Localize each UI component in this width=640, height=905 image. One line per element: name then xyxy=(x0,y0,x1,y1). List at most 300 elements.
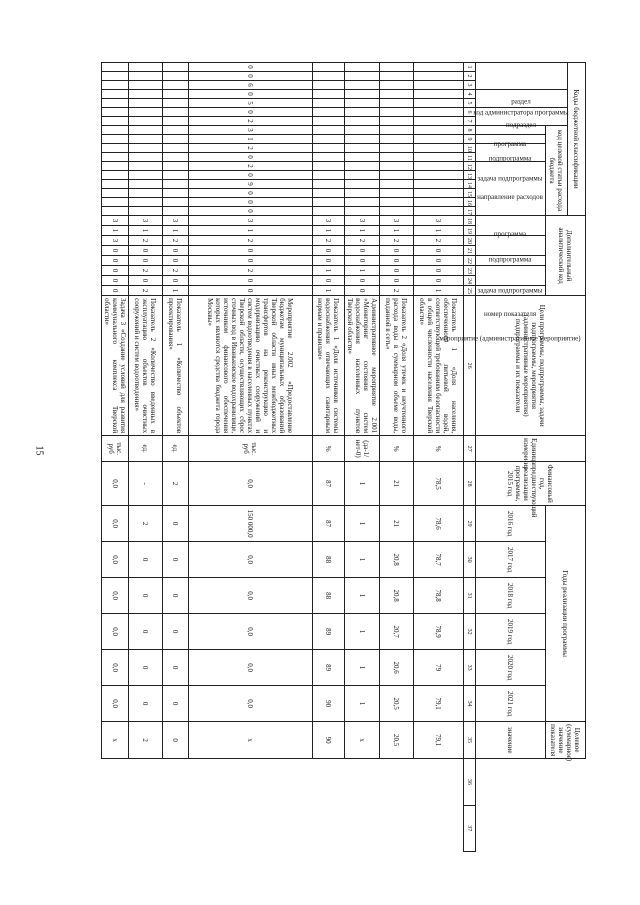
code-cell: 0 xyxy=(189,189,313,198)
code-cell xyxy=(313,153,345,162)
code-cell xyxy=(102,144,129,153)
code-cell: 0 xyxy=(102,276,129,286)
code-cell xyxy=(414,162,464,171)
code-cell: 3 xyxy=(189,126,313,135)
code-cell: 3 xyxy=(414,216,464,226)
column-number: 37 xyxy=(464,805,476,851)
column-number: 12 xyxy=(464,162,476,171)
indicator-text-cell: Показатель 2 «Количество введенных в эксплуатацию объектов очистных сооружений и систем водоотведения» xyxy=(129,296,163,436)
code-cell xyxy=(345,99,380,108)
code-cell xyxy=(380,189,414,198)
ac-indicator-header: номер показателя xyxy=(476,286,546,296)
code-cell xyxy=(163,72,189,81)
table-row xyxy=(313,63,345,852)
code-cell xyxy=(380,99,414,108)
column-number: 31 xyxy=(464,578,476,614)
year-value-cell: 1 xyxy=(345,650,380,686)
year-value-cell: 0 xyxy=(129,542,163,578)
year-value-cell: 0 xyxy=(129,650,163,686)
code-cell xyxy=(163,108,189,117)
code-cell xyxy=(414,108,464,117)
column-number: 7 xyxy=(464,117,476,126)
base-year-value-cell: 0,0 xyxy=(102,462,129,506)
code-cell xyxy=(163,117,189,126)
code-cell xyxy=(313,207,345,216)
year-value-cell: 20,8 xyxy=(380,578,414,614)
code-cell xyxy=(102,153,129,162)
column-number: 29 xyxy=(464,506,476,542)
code-cell xyxy=(102,90,129,99)
code-cell: 0 xyxy=(345,246,380,256)
code-cell xyxy=(102,162,129,171)
column-number: 36 xyxy=(464,759,476,805)
year-value-cell: 78,6 xyxy=(414,506,464,542)
column-number: 28 xyxy=(464,462,476,506)
year-value-cell: 0 xyxy=(129,686,163,722)
code-cell: 3 xyxy=(380,216,414,226)
target-header: Целевое (суммарное) значение показателя xyxy=(546,722,586,759)
code-cell xyxy=(380,153,414,162)
code-cell: 2 xyxy=(129,286,163,296)
year-2016-header: 2016 год xyxy=(476,506,546,542)
year-2017-header: 2017 год xyxy=(476,542,546,578)
year-value-cell: 0,0 xyxy=(102,542,129,578)
table-row xyxy=(129,63,163,852)
year-value-cell: 0,0 xyxy=(189,686,313,722)
code-cell xyxy=(414,99,464,108)
extra-code-group-header: Дополнительный аналитический код xyxy=(546,216,586,296)
code-cell: 0 xyxy=(189,108,313,117)
code-cell: 3 xyxy=(102,236,129,246)
code-cell xyxy=(129,108,163,117)
code-cell: 2 xyxy=(189,236,313,246)
unit-header: Единица измерения xyxy=(476,436,586,462)
code-cell xyxy=(163,135,189,144)
unit-cell: ед. xyxy=(163,436,189,462)
code-cell: 0 xyxy=(189,153,313,162)
csr-subprogram-header: подпрограмма xyxy=(476,135,546,144)
target-value-header: значение xyxy=(476,722,546,759)
code-cell xyxy=(313,108,345,117)
year-value-cell: 0,0 xyxy=(102,686,129,722)
code-cell xyxy=(163,99,189,108)
year-value-cell: 20,6 xyxy=(380,650,414,686)
code-cell xyxy=(380,135,414,144)
code-cell xyxy=(163,63,189,72)
code-cell xyxy=(380,72,414,81)
base-year-value-cell: 21 xyxy=(380,462,414,506)
code-cell: 2 xyxy=(345,236,380,246)
code-cell xyxy=(129,162,163,171)
code-cell: 0 xyxy=(189,276,313,286)
year-value-cell: 79 xyxy=(414,650,464,686)
code-cell xyxy=(129,171,163,180)
code-cell xyxy=(313,99,345,108)
code-cell: 0 xyxy=(129,276,163,286)
code-cell xyxy=(313,72,345,81)
code-cell: 2 xyxy=(380,286,414,296)
code-cell xyxy=(345,81,380,90)
code-cell xyxy=(414,198,464,207)
code-cell xyxy=(345,198,380,207)
code-cell xyxy=(414,171,464,180)
code-cell: 5 xyxy=(189,99,313,108)
code-cell: 0 xyxy=(189,246,313,256)
code-cell: 1 xyxy=(189,135,313,144)
year-value-cell: 78,9 xyxy=(414,614,464,650)
code-cell xyxy=(345,180,380,189)
code-cell: 0 xyxy=(189,256,313,266)
code-cell xyxy=(129,117,163,126)
codes-group-header: Коды бюджетной классификации xyxy=(568,63,586,216)
code-cell xyxy=(380,108,414,117)
code-cell xyxy=(163,171,189,180)
column-number: 27 xyxy=(464,436,476,462)
code-cell xyxy=(414,81,464,90)
code-cell xyxy=(129,126,163,135)
code-cell xyxy=(313,135,345,144)
target-value-cell: 20,5 xyxy=(380,722,414,759)
year-value-cell: 78,8 xyxy=(414,578,464,614)
code-cell xyxy=(102,63,129,72)
indicator-text-cell: Показатель 1 «Количество объектов проектирования» xyxy=(163,296,189,436)
year-value-cell: 87 xyxy=(313,506,345,542)
column-number: 8 xyxy=(464,126,476,135)
code-cell xyxy=(313,63,345,72)
code-cell: 0 xyxy=(163,256,189,266)
code-cell: 1 xyxy=(189,226,313,236)
base-year-value-cell: 1 xyxy=(345,462,380,506)
year-value-cell: 0 xyxy=(163,506,189,542)
code-cell xyxy=(313,117,345,126)
year-value-cell: 21 xyxy=(380,506,414,542)
column-number: 30 xyxy=(464,542,476,578)
year-2019-header: 2019 год xyxy=(476,614,546,650)
year-value-cell: 0,0 xyxy=(102,650,129,686)
code-cell: 9 xyxy=(189,180,313,189)
column-number: 32 xyxy=(464,614,476,650)
unit-cell: ед. xyxy=(129,436,163,462)
code-cell xyxy=(380,198,414,207)
code-cell: 1 xyxy=(380,226,414,236)
code-cell xyxy=(163,153,189,162)
code-cell xyxy=(414,117,464,126)
page-number: 15 xyxy=(33,445,45,456)
code-cell xyxy=(129,72,163,81)
code-cell: 3 xyxy=(102,216,129,226)
code-cell xyxy=(345,72,380,81)
table-row xyxy=(102,63,129,852)
code-cell: 0 xyxy=(129,246,163,256)
code-cell: 1 xyxy=(414,226,464,236)
indicator-text-cell: Административное мероприятие 2.001 «Мониторинг состояния систем водоснабжения населенных пунктов Тверской области» xyxy=(345,296,380,436)
code-cell xyxy=(313,90,345,99)
code-cell: 0 xyxy=(189,63,313,72)
year-value-cell: 1 xyxy=(345,614,380,650)
indicator-text-cell: Задача 3 «Создание условий для развития коммунального комплекса Тверской области» xyxy=(102,296,129,436)
column-number: 17 xyxy=(464,207,476,216)
code-cell xyxy=(163,189,189,198)
indicator-text-cell: Мероприятие 2.002 «Предоставление бюджетам муниципальных образований Тверской области иных межбюджетных трансфертов на реконструкцию и модернизацию очистных сооружений и систем водоотведения в населенных пунктах Тверской области, осуществляющих сброс сточных вод в Иваньковское водохранилище, источником финансового обеспечения которых являются средства бюджета города Москвы» xyxy=(189,296,313,436)
base-year-value-cell: 2 xyxy=(163,462,189,506)
year-value-cell: 0 xyxy=(163,578,189,614)
code-cell: 0 xyxy=(380,256,414,266)
base-year-header: Финансовый год, предшествующий реализации программы, 2015 год xyxy=(476,462,586,506)
code-cell: 3 xyxy=(129,216,163,226)
column-number: 33 xyxy=(464,650,476,686)
code-cell: 0 xyxy=(102,266,129,276)
indicator-text-cell: Показатель 1 «Доля населения, обеспеченного питьевой водой, соответствующей требованиям безопасности в общей численности населения Тверской области» xyxy=(414,296,464,436)
code-cell: 1 xyxy=(163,226,189,236)
column-number: 25 xyxy=(464,286,476,296)
year-value-cell: 88 xyxy=(313,542,345,578)
code-cell: 2 xyxy=(189,144,313,153)
code-cell xyxy=(163,126,189,135)
ac-task-header: задача подпрограммы xyxy=(476,256,546,266)
code-cell: 0 xyxy=(313,256,345,266)
code-cell xyxy=(380,207,414,216)
year-value-cell: 90 xyxy=(313,686,345,722)
csr-direction-header: направление расходов xyxy=(476,162,546,216)
code-cell xyxy=(380,144,414,153)
ac-subprogram-header: подпрограмма xyxy=(476,236,546,256)
code-cell: 0 xyxy=(102,286,129,296)
year-value-cell: 2 xyxy=(129,506,163,542)
code-cell xyxy=(345,171,380,180)
code-cell: 0 xyxy=(380,276,414,286)
code-cell xyxy=(313,180,345,189)
code-cell: 1 xyxy=(102,226,129,236)
code-cell: 1 xyxy=(313,266,345,276)
year-value-cell: 0 xyxy=(129,614,163,650)
year-value-cell: 89 xyxy=(313,650,345,686)
column-number: 22 xyxy=(464,256,476,266)
code-cell xyxy=(163,81,189,90)
code-cell xyxy=(414,63,464,72)
code-cell xyxy=(102,171,129,180)
code-cell: 2 xyxy=(414,236,464,246)
code-cell xyxy=(345,90,380,99)
table-row xyxy=(163,63,189,852)
program-indicators-table-container xyxy=(66,62,586,852)
code-cell xyxy=(345,117,380,126)
year-value-cell: 1 xyxy=(345,506,380,542)
code-cell xyxy=(129,180,163,189)
year-value-cell: 79,1 xyxy=(414,686,464,722)
code-cell xyxy=(102,99,129,108)
code-cell xyxy=(102,72,129,81)
code-cell: 3 xyxy=(313,216,345,226)
rotated-sheet xyxy=(66,62,586,852)
target-value-cell: х xyxy=(102,722,129,759)
code-cell xyxy=(345,63,380,72)
code-cell: 0 xyxy=(102,246,129,256)
year-value-cell: 20,7 xyxy=(380,614,414,650)
code-cell: 1 xyxy=(163,286,189,296)
code-cell xyxy=(414,126,464,135)
code-cell xyxy=(313,81,345,90)
code-cell xyxy=(345,135,380,144)
code-cell: 3 xyxy=(189,216,313,226)
column-number: 5 xyxy=(464,99,476,108)
code-cell xyxy=(313,126,345,135)
code-cell xyxy=(129,63,163,72)
code-cell xyxy=(163,90,189,99)
code-cell xyxy=(414,180,464,189)
unit-cell: % xyxy=(414,436,464,462)
code-cell xyxy=(163,144,189,153)
code-cell: 0 xyxy=(102,256,129,266)
code-cell xyxy=(414,153,464,162)
column-number: 1 xyxy=(464,63,476,72)
column-number: 9 xyxy=(464,135,476,144)
target-value-cell: 0 xyxy=(163,722,189,759)
code-cell: 0 xyxy=(380,266,414,276)
goals-header: Цели программы, подпрограммы, задачи подпрограммы, мероприятия (административные мероприятия) подпрограммы и их показатели xyxy=(476,296,586,436)
column-number: 18 xyxy=(464,216,476,226)
unit-cell: тыс. руб xyxy=(102,436,129,462)
code-cell xyxy=(313,144,345,153)
year-2020-header: 2020 год xyxy=(476,650,546,686)
year-value-cell: 150 000,0 xyxy=(189,506,313,542)
code-cell xyxy=(129,135,163,144)
code-cell: 2 xyxy=(189,266,313,276)
code-cell xyxy=(102,207,129,216)
code-cell xyxy=(345,189,380,198)
code-cell xyxy=(345,207,380,216)
ac-measure-header: мероприятие (административное мероприятие) xyxy=(476,266,546,286)
code-cell: 0 xyxy=(345,276,380,286)
column-number: 35 xyxy=(464,722,476,759)
code-cell: 6 xyxy=(189,81,313,90)
code-cell: 0 xyxy=(189,90,313,99)
program-indicators-table xyxy=(101,62,586,852)
code-cell: 2 xyxy=(380,236,414,246)
code-cell xyxy=(414,144,464,153)
unit-cell: % xyxy=(380,436,414,462)
code-cell xyxy=(129,189,163,198)
code-cell: 0 xyxy=(189,207,313,216)
code-cell xyxy=(102,198,129,207)
column-number: 14 xyxy=(464,180,476,189)
code-cell xyxy=(129,81,163,90)
code-cell xyxy=(102,117,129,126)
code-cell xyxy=(380,171,414,180)
column-number: 11 xyxy=(464,153,476,162)
code-cell: 1 xyxy=(313,286,345,296)
code-cell: 0 xyxy=(129,256,163,266)
code-cell: 0 xyxy=(163,246,189,256)
code-cell xyxy=(129,198,163,207)
code-cell: 1 xyxy=(345,266,380,276)
code-cell: 0 xyxy=(414,246,464,256)
column-number: 13 xyxy=(464,171,476,180)
year-value-cell: 1 xyxy=(345,542,380,578)
code-cell: 0 xyxy=(189,171,313,180)
table-row xyxy=(380,63,414,852)
code-cell xyxy=(380,81,414,90)
code-cell xyxy=(345,126,380,135)
code-cell xyxy=(414,135,464,144)
table-row xyxy=(189,63,313,852)
code-cell xyxy=(414,189,464,198)
year-value-cell: 0,0 xyxy=(102,578,129,614)
indicator-text-cell: Показатель 1 «Доля источников системы водоснабжения отвечающих санитарным нормам и правилам» xyxy=(313,296,345,436)
code-cell xyxy=(102,189,129,198)
base-year-value-cell: 78,5 xyxy=(414,462,464,506)
column-number: 21 xyxy=(464,246,476,256)
subsection-header: подраздел xyxy=(476,108,568,126)
years-group-header: Годы реализации программы xyxy=(546,506,586,722)
code-cell: 0 xyxy=(163,276,189,286)
base-year-value-cell: 87 xyxy=(313,462,345,506)
unit-cell: (да-1/ нет-0) xyxy=(345,436,380,462)
base-year-value-cell: - xyxy=(129,462,163,506)
code-cell xyxy=(414,207,464,216)
code-cell: 2 xyxy=(163,236,189,246)
target-value-cell: 90 xyxy=(313,722,345,759)
code-cell: 1 xyxy=(313,226,345,236)
code-cell xyxy=(129,90,163,99)
code-cell xyxy=(102,135,129,144)
code-cell xyxy=(313,162,345,171)
year-value-cell: 0 xyxy=(129,578,163,614)
code-cell xyxy=(380,126,414,135)
year-value-cell: 78,7 xyxy=(414,542,464,578)
table-body xyxy=(102,63,464,852)
code-cell xyxy=(380,63,414,72)
column-number: 20 xyxy=(464,236,476,246)
column-number: 2 xyxy=(464,72,476,81)
year-value-cell: 20,8 xyxy=(380,542,414,578)
year-value-cell: 88 xyxy=(313,578,345,614)
code-cell xyxy=(380,180,414,189)
code-cell: 0 xyxy=(345,286,380,296)
column-number: 3 xyxy=(464,81,476,90)
csr-program-header: программа xyxy=(476,126,546,135)
column-number: 10 xyxy=(464,144,476,153)
code-cell: 2 xyxy=(189,117,313,126)
code-cell xyxy=(313,171,345,180)
year-value-cell: 0 xyxy=(163,542,189,578)
year-value-cell: 1 xyxy=(345,686,380,722)
code-cell: 0 xyxy=(414,266,464,276)
year-value-cell: 0,0 xyxy=(189,614,313,650)
code-cell xyxy=(345,108,380,117)
code-cell: 2 xyxy=(313,236,345,246)
year-value-cell: 89 xyxy=(313,614,345,650)
code-cell: 2 xyxy=(129,266,163,276)
year-value-cell: 0 xyxy=(163,686,189,722)
year-value-cell: 0 xyxy=(163,614,189,650)
column-number: 6 xyxy=(464,108,476,117)
code-cell: 0 xyxy=(189,72,313,81)
code-cell: 1 xyxy=(414,286,464,296)
unit-cell: % xyxy=(313,436,345,462)
code-cell xyxy=(414,72,464,81)
code-cell xyxy=(345,144,380,153)
target-value-cell: х xyxy=(345,722,380,759)
year-value-cell: 0,0 xyxy=(189,542,313,578)
column-number: 26 xyxy=(464,296,476,436)
code-cell: 0 xyxy=(380,246,414,256)
code-cell xyxy=(163,180,189,189)
year-value-cell: 0,0 xyxy=(189,650,313,686)
code-cell xyxy=(163,198,189,207)
ac-program-header: программа xyxy=(476,216,546,236)
column-number: 24 xyxy=(464,276,476,286)
year-value-cell: 1 xyxy=(345,578,380,614)
